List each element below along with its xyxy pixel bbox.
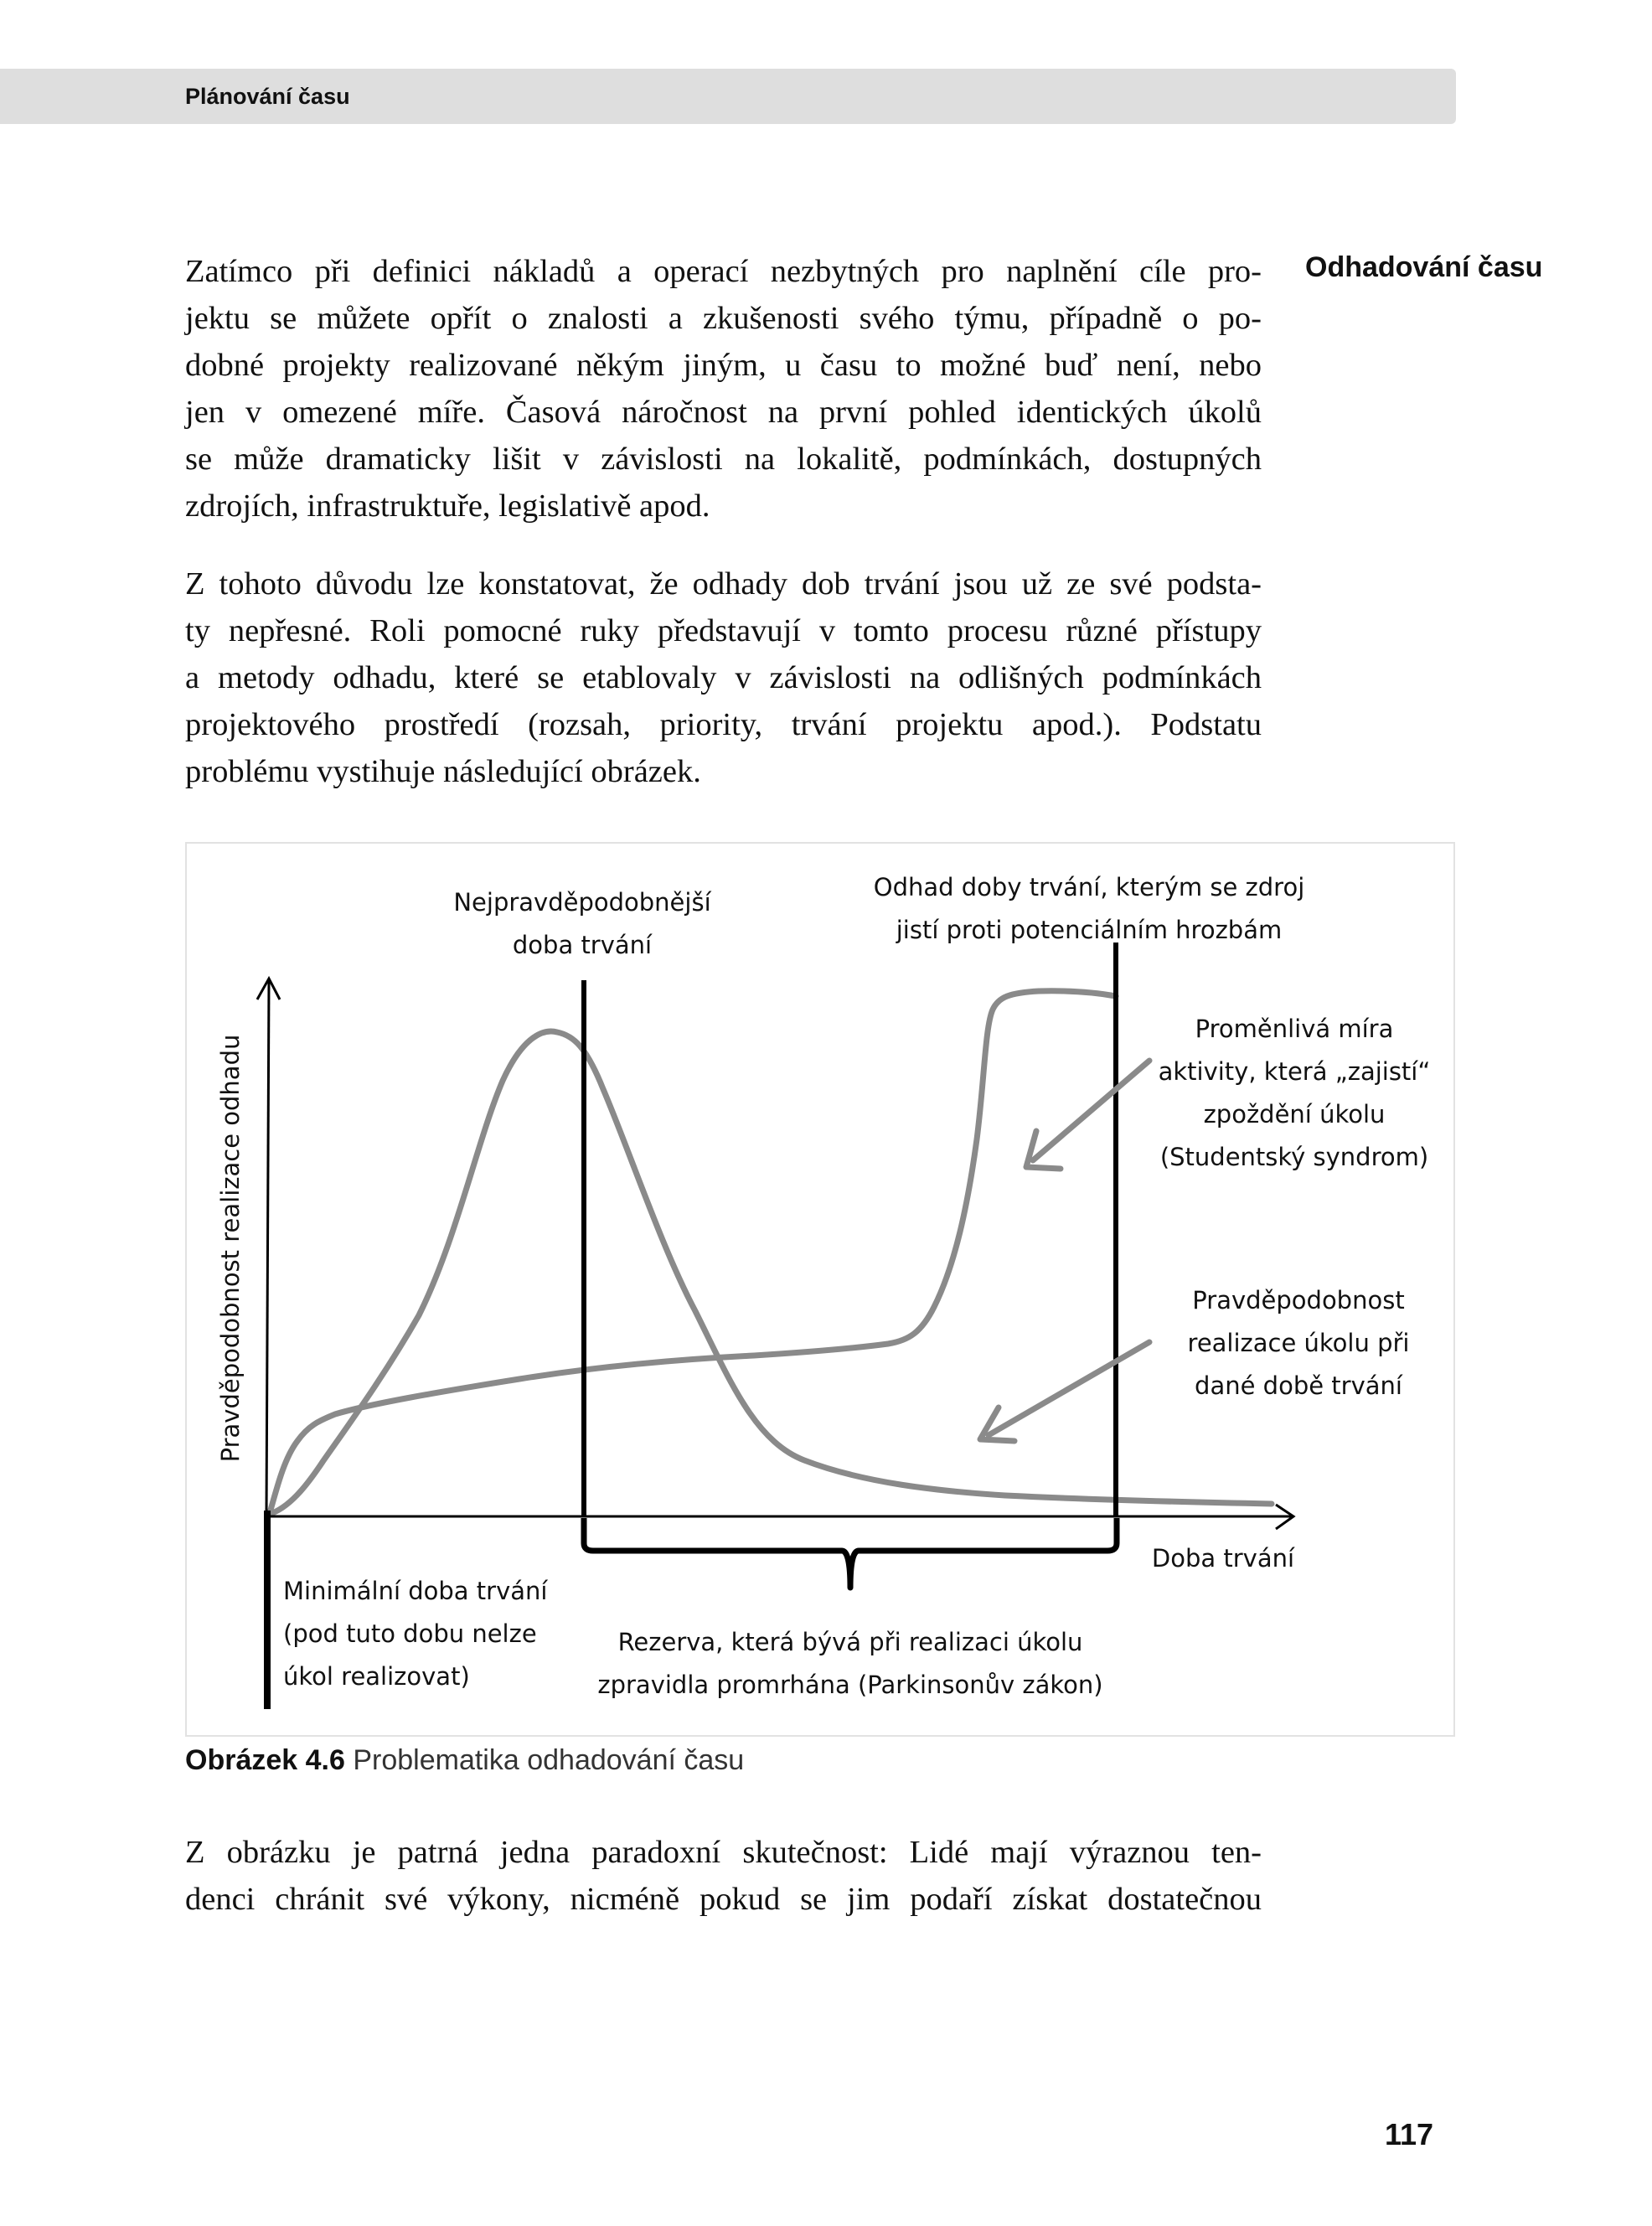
label-probability-curve [1164,1279,1433,1407]
figure-caption-number: Obrázek 4.6 [185,1744,345,1776]
text-line: Z obrázku je patrná jedna paradoxní skutečnost: Lidé mají výraznou ten- [185,1835,1262,1870]
label-line: Nejpravděpodobnější [453,888,711,917]
label-student-syndrome [1148,1008,1441,1179]
margin-heading: Odhadování času [1305,251,1543,283]
text-line: projektového prostředí (rozsah, priority, trvání projektu apod.). Podstatu [185,707,1262,742]
label-reserve [578,1621,1123,1707]
label-padded-estimate [854,866,1324,952]
body-paragraph-1 [185,248,1262,529]
figure-caption-text: Problematika odhadování času [353,1744,745,1776]
text-line: dobné projekty realizované někým jiným, u času to možné buď není, nebo [185,348,1262,383]
text-line: denci chránit své výkony, nicméně pokud se jim podaří získat dostatečnou [185,1882,1262,1917]
label-line: (Studentský syndrom) [1159,1143,1429,1171]
label-line: (pod tuto dobu nelze [283,1619,537,1648]
label-line: jistí proti potenciálním hrozbám [896,916,1283,944]
body-paragraph-2 [185,560,1262,795]
label-line: aktivity, která „zajistí“ [1158,1057,1431,1086]
text-line: Zatímco při definici nákladů a operací nezbytných pro naplnění cíle pro- [185,254,1262,289]
label-line: dané době trvání [1195,1371,1402,1400]
label-line: Proměnlivá míra [1195,1015,1394,1043]
label-line: Odhad doby trvání, kterým se zdroj [873,873,1305,901]
text-line: zdrojích, infrastruktuře, legislativě apod. [185,488,710,524]
label-line: doba trvání [512,931,653,959]
text-line: jektu se můžete opřít o znalosti a zkušenosti svého týmu, případně o po- [185,301,1262,336]
y-axis-label-text: Pravděpodobnost realizace odhadu [216,1034,245,1463]
label-most-likely-duration [419,881,746,967]
text-line: Z tohoto důvodu lze konstatovat, že odhady dob trvání jsou už ze své podsta- [185,566,1262,602]
body-paragraph-3 [185,1829,1262,1923]
label-line: Pravděpodobnost [1192,1286,1405,1314]
text-line: ty nepřesné. Roli pomocné ruky představují v tomto procesu různé přístupy [185,613,1262,648]
label-line: Minimální doba trvání [283,1577,548,1605]
page-number: 117 [1385,2117,1434,2151]
label-line: zpoždění úkolu [1203,1100,1386,1128]
text-line: problému vystihuje následující obrázek. [185,754,701,789]
figure-caption [185,1744,744,1777]
x-axis-label-text: Doba trvání [1151,1544,1295,1573]
label-line: úkol realizovat) [283,1662,470,1691]
label-line: Rezerva, která bývá při realizaci úkolu [617,1628,1083,1656]
x-axis-label [1127,1537,1319,1580]
running-header-title: Plánování času [185,84,350,109]
label-line: realizace úkolu při [1187,1329,1410,1357]
text-line: jen v omezené míře. Časová náročnost na první pohled identických úkolů [185,395,1262,430]
text-line: se může dramaticky lišit v závislosti na lokalitě, podmínkách, dostupných [185,442,1262,477]
label-minimum-duration [283,1570,547,1698]
label-line: zpravidla promrhána (Parkinsonův zákon) [597,1671,1103,1699]
text-line: a metody odhadu, které se etablovaly v závislosti na odlišných podmínkách [185,660,1262,695]
